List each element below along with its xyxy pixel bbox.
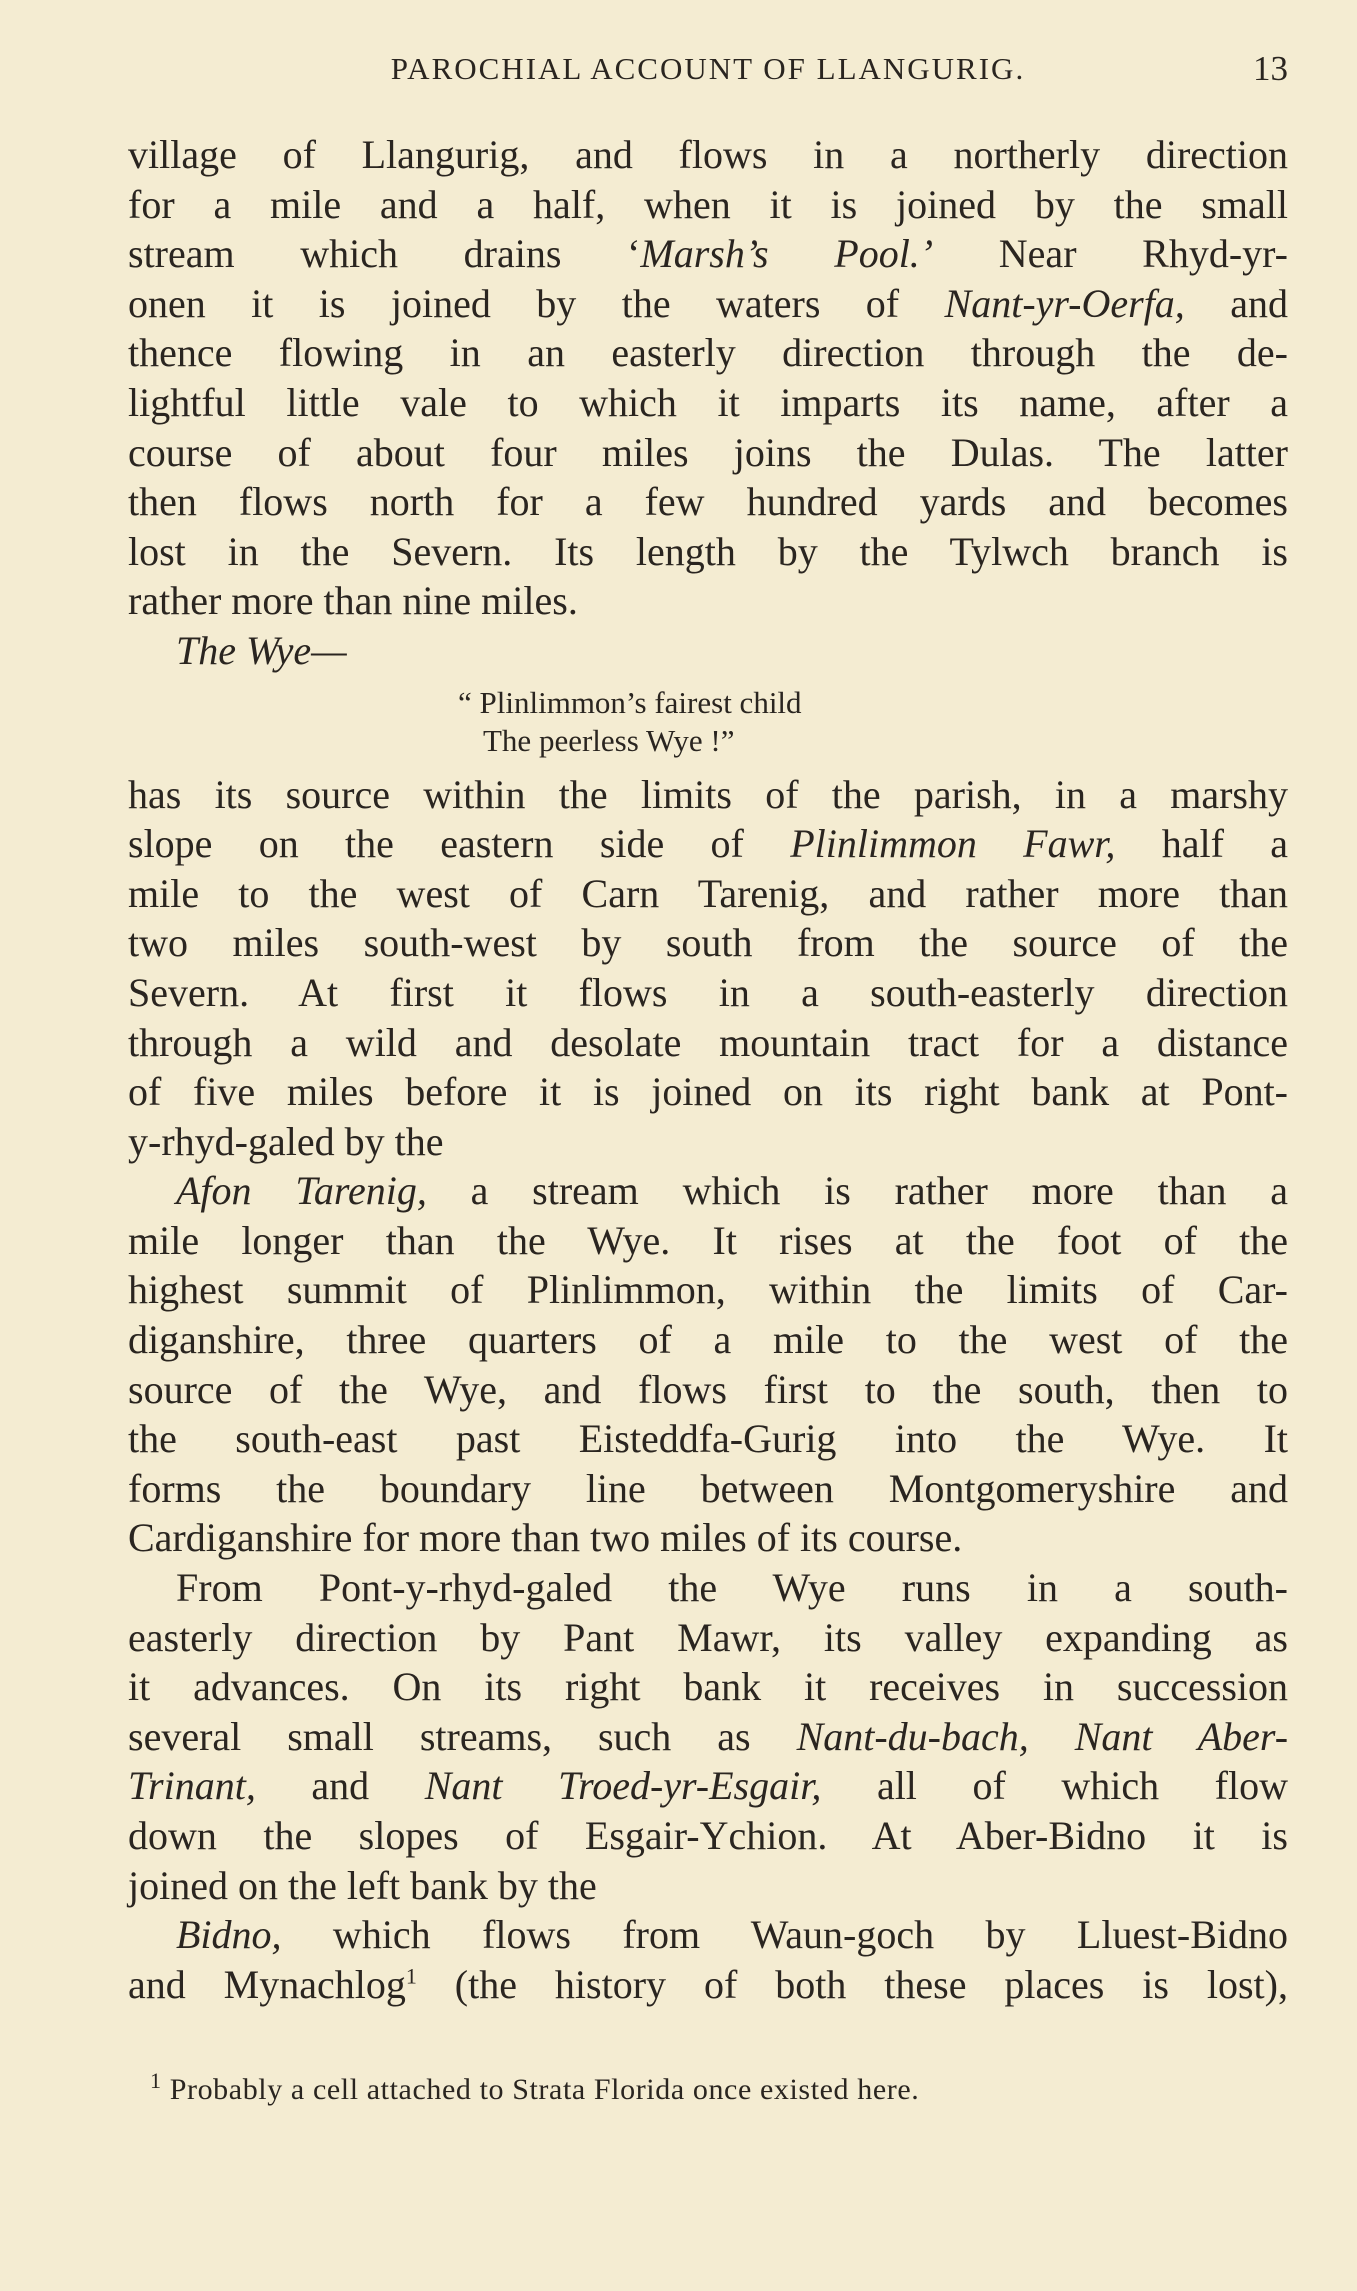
text-line: Afon Tarenig, a stream which is rather more than a (176, 1168, 1288, 1214)
text-line: down the slopes of Esgair-Ychion. At Aber-Bidno it is (128, 1813, 1288, 1858)
text-line: several small streams, such as Nant-du-bach, Nant Aber- (128, 1713, 1288, 1759)
text-line: two miles south-west by south from the source of the (128, 920, 1288, 966)
footnote-text: Probably a cell attached to Strata Florida once existed here. (161, 2073, 920, 2106)
italic-text: Plinlimmon Fawr, (790, 821, 1116, 867)
text-line: source of the Wye, and flows first to the south, then to (128, 1366, 1288, 1412)
text-line: for a mile and a half, when it is joined by the small (128, 181, 1288, 227)
text-line: stream which drains ‘Marsh’s Pool.’ Near Rhyd-yr- (128, 231, 1288, 277)
footnote-marker: 1 (150, 2068, 162, 2093)
text-line: lost in the Severn. Its length by the Tylwch branch is (128, 528, 1288, 574)
italic-text: Marsh’s Pool.’ (640, 231, 934, 277)
italic-text: Trinant, (128, 1763, 256, 1809)
text-line: forms the boundary line between Montgomeryshire and (128, 1465, 1288, 1511)
text-line: diganshire, three quarters of a mile to the west of the (128, 1317, 1288, 1363)
section-heading-wye: The Wye— (176, 627, 347, 673)
text-line: lightful little vale to which it imparts its name, after a (128, 379, 1288, 425)
text-line: Cardiganshire for more than two miles of its course. (128, 1515, 963, 1561)
text-line: onen it is joined by the waters of Nant-yr-Oerfa, and (128, 280, 1288, 326)
text-line: slope on the eastern side of Plinlimmon Fawr, half a (128, 821, 1288, 867)
text-line: easterly direction by Pant Mawr, its valley expanding as (128, 1614, 1288, 1660)
text-line: y-rhyd-galed by the (128, 1118, 444, 1164)
body-text (128, 130, 1288, 2009)
text-line: and Mynachlog$^1$ (the history of both these places is lost), (128, 1961, 1288, 2007)
italic-text: Nant-yr-Oerfa, (944, 280, 1185, 326)
text-line: Severn. At first it flows in a south-easterly direction (128, 969, 1288, 1015)
italic-text: Nant Troed-yr-Esgair, (424, 1763, 822, 1809)
italic-text: Nant-du-bach, Nant Aber- (796, 1713, 1288, 1759)
text-line: mile longer than the Wye. It rises at the foot of the (128, 1217, 1288, 1263)
text-line: through a wild and desolate mountain tract for a distance (128, 1019, 1288, 1065)
text-line: course of about four miles joins the Dulas. The latter (128, 429, 1288, 475)
running-head: PAROCHIAL ACCOUNT OF LLANGURIG. (390, 51, 1026, 86)
text-line: Bidno, which flows from Waun-goch by Lluest-Bidno (176, 1912, 1288, 1958)
text-line: From Pont-y-rhyd-galed the Wye runs in a south- (176, 1565, 1288, 1611)
page-number: 13 (1253, 49, 1288, 88)
text-line: highest summit of Plinlimmon, within the limits of Car- (128, 1267, 1288, 1313)
text-line: of five miles before it is joined on its right bank at Pont- (128, 1069, 1288, 1115)
footnote-reference[interactable]: 1 (405, 1963, 417, 1989)
text-line: it advances. On its right bank it receives in succession (128, 1664, 1288, 1710)
footnote (150, 2070, 919, 2110)
text-line: then flows north for a few hundred yards and becomes (128, 479, 1288, 525)
text-line: Trinant, and Nant Troed-yr-Esgair, all of which flow (128, 1763, 1288, 1809)
verse-quote-line: The peerless Wye !” (483, 722, 735, 758)
text-line: joined on the left bank by the (128, 1862, 597, 1908)
text-line: the south-east past Eisteddfa-Gurig into the Wye. It (128, 1416, 1288, 1462)
italic-text: Bidno, (176, 1912, 282, 1958)
italic-text: Afon Tarenig, (176, 1168, 427, 1214)
text-line: village of Llangurig, and flows in a northerly direction (128, 132, 1288, 177)
text-line: mile to the west of Carn Tarenig, and rather more than (128, 870, 1288, 916)
text-line: has its source within the limits of the parish, in a marshy (128, 771, 1288, 817)
text-line: rather more than nine miles. (128, 578, 578, 624)
page-header (128, 46, 1288, 92)
verse-quote-line: “ Plinlimmon’s fairest child (458, 684, 802, 720)
text-line: thence flowing in an easterly direction through the de- (128, 330, 1288, 376)
